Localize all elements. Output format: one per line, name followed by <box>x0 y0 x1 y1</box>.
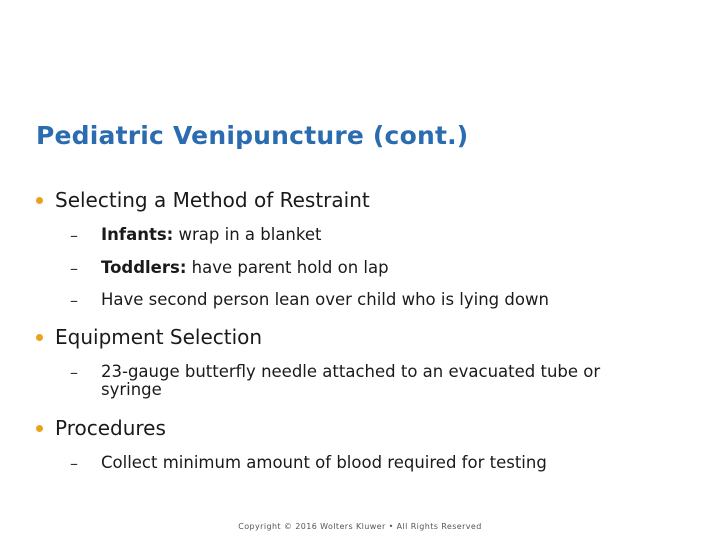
sub-bullet-text: have parent hold on lap <box>186 258 389 277</box>
bullet-restraint <box>36 188 370 212</box>
bullet-procedures <box>36 416 166 440</box>
slide-title: Pediatric Venipuncture (cont.) <box>36 121 469 150</box>
sub-bullet-collect <box>70 454 547 473</box>
bullet-dot-icon <box>36 425 43 432</box>
dash-icon: – <box>70 454 78 473</box>
dash-icon: – <box>70 259 78 278</box>
copyright-footer: Copyright © 2016 Wolters Kluwer • All Rights Reserved <box>238 522 482 531</box>
sub-bullet-text: Collect minimum amount of blood required for testing <box>101 453 547 472</box>
dash-icon: – <box>70 291 78 310</box>
sub-bullet-text: wrap in a blanket <box>173 225 322 244</box>
sub-bullet-text: Have second person lean over child who is lying down <box>101 290 549 309</box>
sub-bullet-text-line1: 23-gauge butterfly needle attached to an evacuated tube or <box>101 362 601 381</box>
bullet-label: Procedures <box>55 416 166 440</box>
dash-icon: – <box>70 363 78 382</box>
bullet-dot-icon <box>36 334 43 341</box>
bullet-label: Selecting a Method of Restraint <box>55 188 370 212</box>
sub-bullet-text-line2: syringe <box>101 380 162 399</box>
dash-icon: – <box>70 226 78 245</box>
bullet-dot-icon <box>36 197 43 204</box>
sub-bullet-toddlers <box>70 259 389 278</box>
sub-bullet-second-person <box>70 291 549 310</box>
sub-bullet-bold: Infants: <box>101 225 174 244</box>
sub-bullet-bold: Toddlers: <box>101 258 187 277</box>
sub-bullet-infants <box>70 226 321 245</box>
sub-bullet-needle <box>70 363 600 399</box>
bullet-equipment <box>36 325 262 349</box>
bullet-label: Equipment Selection <box>55 325 263 349</box>
